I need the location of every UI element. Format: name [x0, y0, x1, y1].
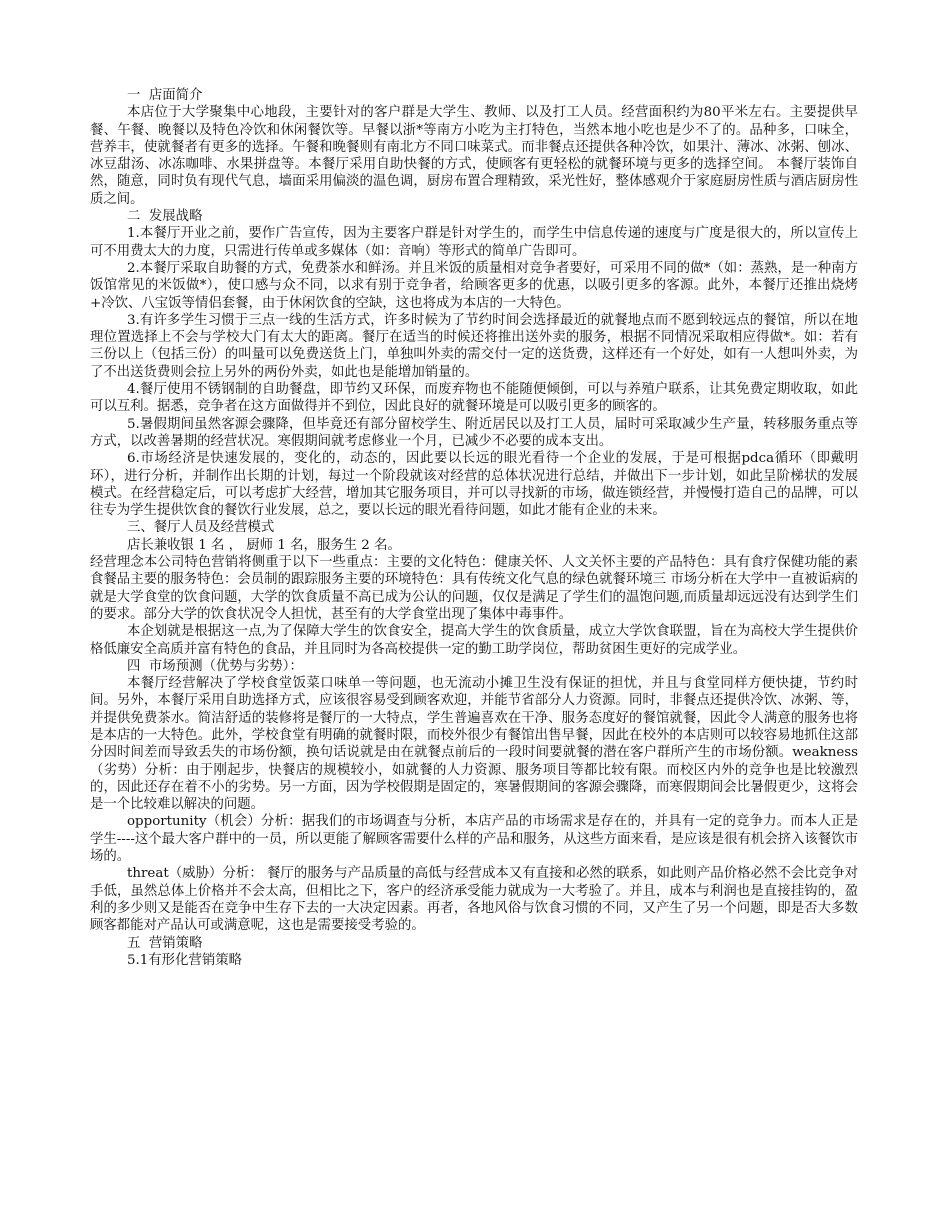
- paragraph-strategy-3: 3.有许多学生习惯于三点一线的生活方式，许多时候为了节约时间会选择最近的就餐地点而不愿到较远点的餐馆，所以在地理位置选择上不会与学校大门有太大的距离。餐厅在适当的时候还将推出送外卖的服务，根据不同情况采取相应得做*。如：若有三份以上（包括三份）的叫量可以免费送货上门，单独叫外卖的需交付一定的送货费，这样还有一个好处，如有一人想叫外卖，为了不出送货费则会拉上另外的两份外卖，如此也是能增加销量的。: [90, 312, 858, 380]
- section-heading-store-intro: 一 店面简介: [127, 88, 203, 103]
- paragraph-strategy-6: 6.市场经济是快速发展的，变化的，动态的，因此要以长远的眼光看待一个企业的发展，于是可根据pdca循环（即戴明环），进行分析，并制作出长期的计划，每过一个阶段就该对经营的总体状况进行总结，并做出下一步计划，如此呈阶梯状的发展模式。在经营稳定后，可以考虑扩大经营，增加其它服务项目，并可以寻找新的市场，做连锁经营，并慢慢打造自己的品牌，可以往专为学生提供饮食的餐饮行业发展，总之，要以长远的眼光看待问题，如此才能有企业的未来。: [90, 451, 858, 519]
- paragraph-strategy-4: 4.餐厅使用不锈钢制的自助餐盘，即节约又环保，而废弃物也不能随便倾倒，可以与养殖户联系，让其免费定期收取，如此可以互利。据悉，竞争者在这方面做得并不到位，因此良好的就餐环境是可以吸引更多的顾客的。: [90, 382, 858, 415]
- paragraph-strategy-1: 1.本餐厅开业之前，要作广告宣传，因为主要客户群是针对学生的，而学生中信息传递的速度与广度是很大的，所以宣传上可不用费太大的力度，只需进行传单或多媒体（如：音响）等形式的简单广告即可。: [90, 226, 858, 259]
- paragraph-store-intro: 本店位于大学聚集中心地段，主要针对的客户群是大学生、教师、以及打工人员。经营面积约为80平米左右。主要提供早餐、午餐、晚餐以及特色冷饮和休闲餐饮等。早餐以浙*等南方小吃为主打特色，当然本地小吃也是少不了的。品种多，口味全，营养丰，使就餐者有更多的选择。午餐和晚餐则有南北方不同口味菜式。而非餐点还提供各种冷饮，如果汁、薄冰、冰粥、刨冰、冰豆甜汤、冰冻咖啡、水果拼盘等。本餐厅采用自助快餐的方式，使顾客有更轻松的就餐环境与更多的选择空间。 本餐厅装饰自然，随意，同时负有现代气息，墙面采用偏淡的温色调，厨房布置合理精致，采光性好，整体感观介于家庭厨房性质与酒店厨房性质之间。: [90, 105, 858, 207]
- paragraph-opportunity: opportunity（机会）分析：据我们的市场调查与分析，本店产品的市场需求是存在的，并具有一定的竞争力。而本人正是学生----这个最大客户群中的一员，所以更能了解顾客需要什么样的产品和服务，从这些方面来看，是应该是很有机会挤入该餐饮市场的。: [90, 814, 858, 865]
- staff-line: 店长兼收银 1 名 ， 厨师 1 名，服务生 2 名。: [127, 537, 401, 553]
- section-heading-forecast: 四 市场预测（优势与劣势）：: [127, 658, 303, 674]
- paragraph-concept-and-market: 经营理念本公司特色营销将侧重于以下一些重点：主要的文化特色：健康关怀、人文关怀主要的产品特色：具有食疗保健功能的素食餐品主要的服务特色：会员制的跟踪服务主要的环境特色：具有传统文化气息的绿色就餐环境三 市场分析在大学中一直被诟病的就是大学食堂的饮食问题，大学的饮食质量不高已成为公认的问题，仅仅是满足了学生们的温饱问题,而质量却远远没有达到学生们的要求。部分大学的饮食状况令人担忧，甚至有的大学食堂出现了集体中毒事件。: [90, 555, 858, 622]
- section-heading-staff: 三、餐厅人员及经营模式: [127, 520, 275, 536]
- paragraph-plan: 本企划就是根据这一点,为了保障大学生的饮食安全，提高大学生的饮食质量，成立大学饮食联盟，旨在为高校大学生提供价格低廉安全高质并富有特色的食品，并且同时为各高校提供一定的勤工助学岗位，帮助贫困生更好的完成学业。: [90, 624, 858, 657]
- section-heading-marketing: 五 营销策略: [127, 935, 203, 951]
- paragraph-threat: threat（威胁）分析： 餐厅的服务与产品质量的高低与经营成本又有直接和必然的联系，如此则产品价格必然不会比竞争对手低，虽然总体上价格并不会太高，但相比之下，客户的经济承受能力就成为一大考验了。并且，成本与利润也是直接挂钩的，盈利的多少则又是能否在竞争中生存下去的一大决定因素。再者，各地风俗与饮食习惯的不同，又产生了另一个问题，即是否大多数顾客都能对产品认可或满意呢，这也是需要接受考验的。: [90, 866, 858, 934]
- subheading-tangible-marketing: 5.1有形化营销策略: [127, 952, 243, 968]
- section-heading-strategy: 二 发展战略: [127, 209, 203, 225]
- paragraph-strategy-2: 2.本餐厅采取自助餐的方式，免费茶水和鲜汤。并且米饭的质量相对竞争者要好，可采用不同的做*（如：蒸熟，是一种南方饭馆常见的米饭做*），使口感与众不同，以求有别于竞争者，给顾客更多的优惠，以吸引更多的客源。此外，本餐厅还推出烧烤+冷饮、八宝饭等情侣套餐，由于休闲饮食的空缺，这也将成为本店的一大特色。: [90, 260, 858, 311]
- paragraph-strength-weakness: 本餐厅经营解决了学校食堂饭菜口味单一等问题，也无流动小摊卫生没有保证的担忧，并且与食堂同样方便快捷，节约时间。另外，本餐厅采用自助选择方式，应该很容易受到顾客欢迎，并能节省部分人力资源。同时，非餐点还提供冷饮、冰粥、等，并提供免费茶水。简洁舒适的装修将是餐厅的一大特点，学生普遍喜欢在干净、服务态度好的餐馆就餐，因此令人满意的服务也将是本店的一大特色。此外，学校食堂有明确的就餐时限，而校外很少有餐馆出售早餐，因此在校外的本店则可以较容易地抓住这部分因时间差而导致丢失的市场份额，换句话说就是由在就餐点前后的一段时间要就餐的潜在客户群所产生的市场份额。weakness（劣势）分析：由于刚起步，快餐店的规模较小，如就餐的人力资源、服务项目等都比较有限。而校区内外的竞争也是比较激烈的，因此还存在着不小的劣势。另一方面，因为学校假期是固定的，寒暑假期间的客源会骤降，而寒假期间会比暑假更少，这将会是一个比较难以解决的问题。: [90, 676, 858, 813]
- paragraph-strategy-5: 5.暑假期间虽然客源会骤降，但毕竟还有部分留校学生、附近居民以及打工人员，届时可采取减少生产量，转移服务重点等方式，以改善暑期的经营状况。寒假期间就考虑修业一个月，已减少不必要的成本支出。: [90, 416, 858, 449]
